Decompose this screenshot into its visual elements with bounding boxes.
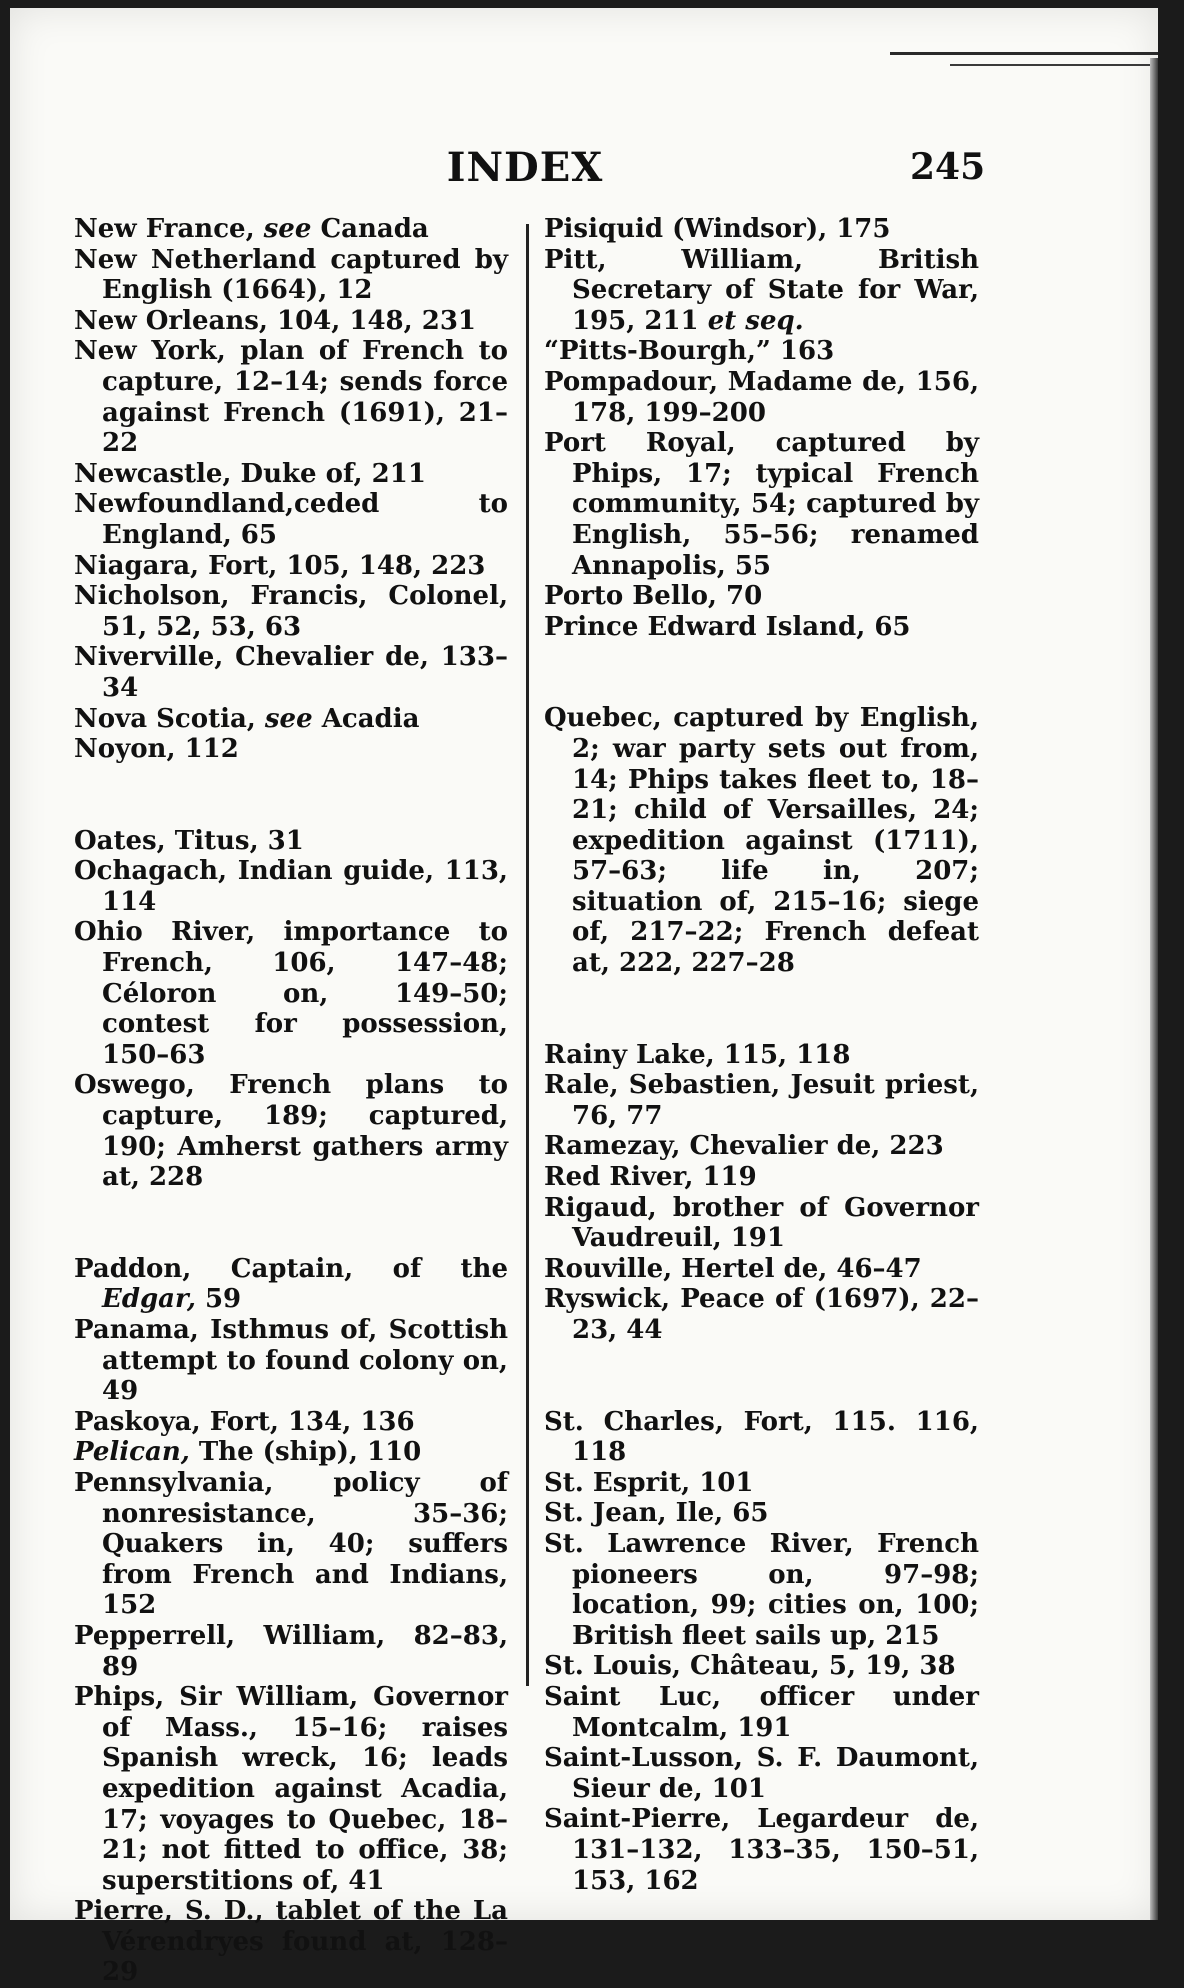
letter-group-gap [74, 1193, 508, 1254]
index-entry [544, 1682, 979, 1743]
index-entry-text: New France, [74, 214, 264, 244]
index-entry [74, 826, 508, 857]
index-entry [74, 917, 508, 1070]
index-entry [74, 489, 508, 550]
index-entry-text: Oswego, French plans to capture, 189; captured, 190; Amherst gathers army at, 228 [74, 1070, 508, 1193]
index-entry-text: Porto Bello, 70 [544, 581, 763, 612]
index-entry-text: Paddon, Captain, of the [74, 1253, 508, 1284]
index-entry-text: Canada [311, 214, 429, 244]
index-entry [544, 1162, 979, 1193]
index-entry [544, 581, 979, 612]
index-entry-text: Pierre, S. D., tablet of the La Vérendryes found at, 128–29 [74, 1896, 508, 1988]
index-entry [544, 1131, 979, 1162]
index-entry [74, 1315, 508, 1407]
index-entry [544, 1651, 979, 1682]
column-divider [526, 224, 529, 1686]
letter-group-gap [74, 765, 508, 826]
index-entry [74, 1682, 508, 1896]
index-entry [74, 734, 508, 765]
index-entry-text: 59 [195, 1284, 242, 1315]
index-entry-text: St. Esprit, 101 [544, 1467, 754, 1498]
index-entry [74, 1437, 508, 1468]
index-entry-text: New Orleans, 104, 148, 231 [74, 305, 477, 336]
index-entry [544, 1193, 979, 1254]
index-entry [544, 1040, 979, 1071]
index-entry [74, 1407, 508, 1438]
index-entry-text: et seq. [707, 305, 804, 336]
index-entry [74, 245, 508, 306]
index-column-left [74, 214, 508, 1988]
page-number: 245 [910, 146, 986, 188]
index-entry-text: Niverville, Chevalier de, 133–34 [74, 642, 508, 703]
index-entry-text: Phips, Sir William, Governor of Mass., 15–16; raises Spanish wreck, 16; leads expedition against Acadia, 17; voyages to Quebec, 18–21; not fitted to office, 38; superstitions of, 41 [74, 1682, 508, 1896]
index-entry [74, 336, 508, 458]
index-entry-text: St. Charles, Fort, 115. 116, 118 [544, 1406, 979, 1468]
page-edge-line-secondary [950, 64, 1158, 66]
index-entry [544, 1743, 979, 1804]
index-entry-text: Pepperrell, William, 82–83, 89 [74, 1620, 508, 1682]
index-entry-text: Newfoundland,ceded to England, 65 [74, 489, 508, 550]
index-entry [74, 1468, 508, 1621]
index-entry [544, 428, 979, 581]
index-entry-text: Panama, Isthmus of, Scottish attempt to found colony on, 49 [74, 1315, 508, 1407]
letter-group-gap [544, 642, 979, 703]
index-entry [74, 459, 508, 490]
index-entry-text: Saint Luc, officer under Montcalm, 191 [544, 1681, 979, 1743]
index-entry-text: Red River, 119 [544, 1162, 757, 1193]
page-title: INDEX [446, 144, 604, 191]
index-column-right [544, 214, 979, 1896]
index-entry-text: St. Louis, Château, 5, 19, 38 [544, 1651, 956, 1682]
index-entry-text: Rainy Lake, 115, 118 [544, 1039, 851, 1070]
index-entry-text: Saint-Lusson, S. F. Daumont, Sieur de, 101 [544, 1743, 979, 1804]
index-entry-text: The (ship), 110 [189, 1437, 422, 1468]
index-entry-text: “Pitts-Bourgh,” 163 [544, 336, 835, 367]
index-entry-text: see [263, 214, 312, 244]
page-edge-line [890, 52, 1158, 55]
index-entry-text: Saint-Pierre, Legardeur de, 131–132, 133–35, 150–51, 153, 162 [544, 1804, 979, 1896]
index-entry-text: Acadia [312, 703, 420, 734]
index-entry-text: Ohio River, importance to French, 106, 147–48; Céloron on, 149–50; contest for possession, 150–63 [74, 917, 508, 1070]
index-entry [544, 336, 979, 367]
index-entry [74, 856, 508, 917]
index-entry [74, 1621, 508, 1682]
index-entry [74, 1070, 508, 1192]
index-entry-text: St. Jean, Ile, 65 [544, 1498, 769, 1529]
index-entry [544, 1468, 979, 1499]
index-entry-text: Rale, Sebastien, Jesuit priest, 76, 77 [544, 1070, 979, 1131]
index-entry [544, 1284, 979, 1345]
index-entry-text: Quebec, captured by English, 2; war party sets out from, 14; Phips takes fleet to, 18–21; child of Versailles, 24; expedition against (1711), 57–63; life in, 207; situation of, 215–16; siege of, 217–22; French defeat at, 222, 227–28 [544, 703, 979, 979]
letter-group-gap [544, 979, 979, 1040]
index-entry-text: Nicholson, Francis, Colonel, 51, 52, 53, 63 [74, 581, 508, 642]
index-entry-text: Oates, Titus, 31 [74, 825, 304, 856]
index-entry-text: Pelican, [74, 1437, 190, 1468]
index-entry [544, 367, 979, 428]
index-entry [74, 642, 508, 703]
index-entry [544, 1498, 979, 1529]
index-entry-text: Pisiquid (Windsor), 175 [544, 214, 891, 244]
index-entry-text: New Netherland captured by English (1664), 12 [74, 244, 508, 306]
index-entry-text: Noyon, 112 [74, 734, 239, 765]
index-entry-text: Pitt, William, British Secretary of State for War, 195, 211 [544, 244, 979, 336]
index-entry [544, 214, 979, 245]
index-entry [544, 612, 979, 643]
index-entry-text: Ramezay, Chevalier de, 223 [544, 1131, 944, 1162]
index-entry [74, 704, 508, 735]
index-entry-text: Niagara, Fort, 105, 148, 223 [74, 550, 486, 581]
index-entry-text: Nova Scotia, [74, 703, 265, 734]
page-right-edge [1150, 58, 1158, 1920]
index-entry [74, 306, 508, 337]
index-entry-text: Prince Edward Island, 65 [544, 611, 911, 642]
index-entry-text: Port Royal, captured by Phips, 17; typical French community, 54; captured by English, 55–56; renamed Annapolis, 55 [544, 428, 979, 581]
index-entry [74, 581, 508, 642]
book-page [10, 8, 1158, 1988]
index-entry-text: Edgar, [102, 1284, 196, 1315]
index-entry [74, 1896, 508, 1988]
letter-group-gap [544, 1346, 979, 1407]
index-entry-text: New York, plan of French to capture, 12–14; sends force against French (1691), 21–22 [74, 336, 508, 459]
index-entry [544, 1407, 979, 1468]
index-entry [544, 1070, 979, 1131]
index-entry-text: Paskoya, Fort, 134, 136 [74, 1406, 415, 1437]
index-entry-text: Newcastle, Duke of, 211 [74, 458, 426, 489]
index-entry-text: Ryswick, Peace of (1697), 22–23, 44 [544, 1284, 979, 1345]
index-entry [544, 245, 979, 337]
index-entry [74, 214, 508, 245]
index-entry [544, 1529, 979, 1651]
index-entry [74, 1254, 508, 1315]
index-entry-text: St. Lawrence River, French pioneers on, 97–98; location, 99; cities on, 100; British fleet sails up, 215 [544, 1528, 979, 1651]
index-entry-text: Rouville, Hertel de, 46–47 [544, 1253, 922, 1284]
index-entry-text: Pompadour, Madame de, 156, 178, 199–200 [544, 366, 979, 428]
index-entry [544, 703, 979, 978]
index-entry [544, 1254, 979, 1285]
index-entry-text: Pennsylvania, policy of nonresistance, 35–36; Quakers in, 40; suffers from French and Indians, 152 [74, 1467, 508, 1621]
index-entry [544, 1804, 979, 1896]
index-entry [74, 551, 508, 582]
index-entry-text: Rigaud, brother of Governor Vaudreuil, 191 [544, 1192, 979, 1254]
index-entry-text: Ochagach, Indian guide, 113, 114 [74, 856, 508, 917]
index-entry-text: see [264, 703, 313, 734]
